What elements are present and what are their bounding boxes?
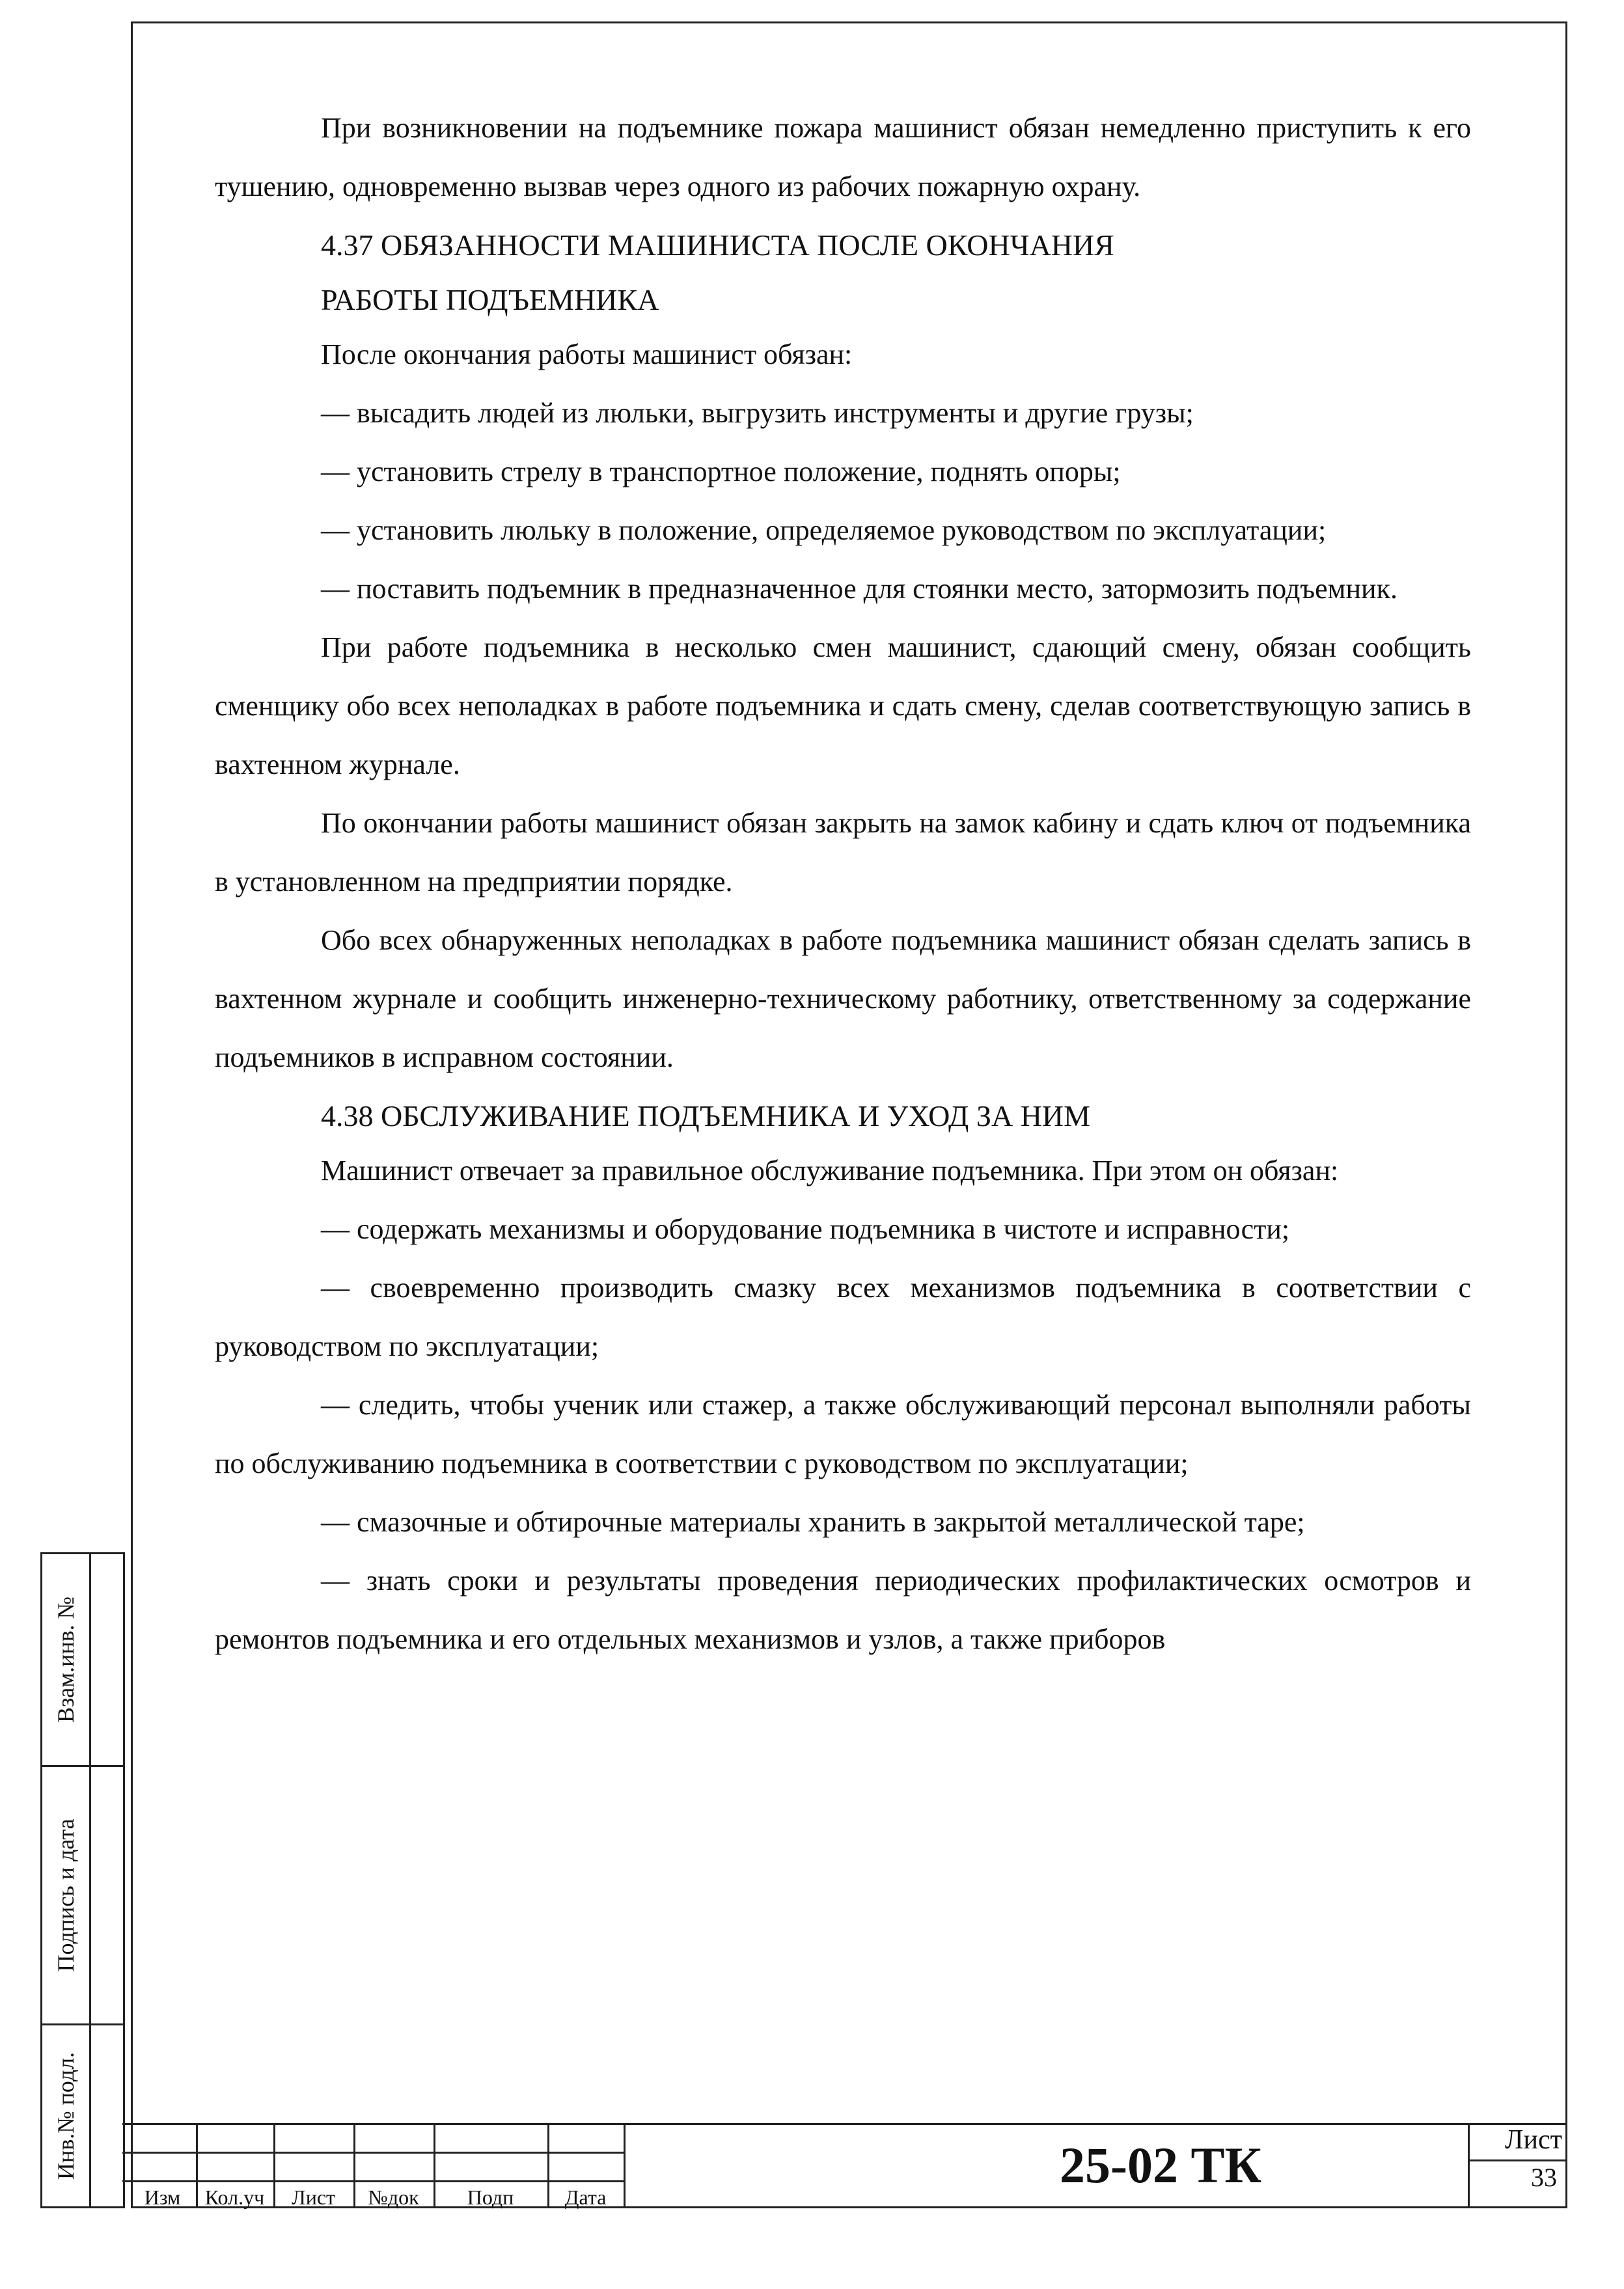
- body-paragraph: — знать сроки и результаты проведения периодических профилактических осмотров и ремонтов подъемника и его отдельных механизмов и узлов, а также приборов: [215, 1565, 1471, 1655]
- body-paragraph: — установить стрелу в транспортное положение, поднять опоры;: [321, 456, 1121, 487]
- section-heading: 4.37 ОБЯЗАННОСТИ МАШИНИСТА ПОСЛЕ ОКОНЧАНИЯ: [321, 228, 1114, 262]
- stamp-col-izm: Изм: [144, 2186, 181, 2209]
- body-paragraph: — высадить людей из люльки, выгрузить инструменты и другие грузы;: [321, 397, 1194, 429]
- sheet-label: Лист: [1505, 2125, 1562, 2155]
- side-field-inv-podl: [40, 2023, 125, 2208]
- side-field-vzam-inv: [40, 1552, 125, 1767]
- body-paragraph: — поставить подъемник в предназначенное для стоянки место, затормозить подъемник.: [321, 573, 1397, 605]
- side-label-podpis-data-text: Подпись и дата: [53, 1818, 79, 1972]
- body-paragraph: — следить, чтобы ученик или стажер, а также обслуживающий персонал выполняли работы по обслуживанию подъемника в соответствии с руководством по эксплуатации;: [215, 1389, 1471, 1479]
- body-paragraph: Обо всех обнаруженных неполадках в работе подъемника машинист обязан сделать запись в вахтенном журнале и сообщить инженерно-техническому работнику, ответственному за содержание подъемников в исправном состоянии.: [215, 924, 1471, 1073]
- stamp-col-line: [624, 2123, 626, 2208]
- side-field-podpis-data: [40, 1765, 125, 2025]
- stamp-sheet-line: [1468, 2159, 1567, 2161]
- side-label-vzam-inv: [42, 1554, 91, 1765]
- body-paragraph: — своевременно производить смазку всех механизмов подъемника в соответствии с руководством по эксплуатации;: [215, 1272, 1471, 1362]
- side-label-vzam-inv-text: Взам.инв. №: [53, 1597, 79, 1723]
- body-paragraph: При возникновении на подъемнике пожара машинист обязан немедленно приступить к его тушению, одновременно вызвав через одного из рабочих пожарную охрану.: [215, 112, 1471, 202]
- stamp-col-podp: Подп: [467, 2186, 514, 2209]
- stamp-top-line: [122, 2123, 1567, 2125]
- side-label-podpis-data: [42, 1767, 91, 2023]
- stamp-col-line: [1468, 2123, 1470, 2208]
- body-paragraph: — смазочные и обтирочные материалы хранить в закрытой металлической таре;: [321, 1506, 1305, 1538]
- side-label-inv-podl: [42, 2025, 91, 2206]
- side-label-inv-podl-text: Инв.№ подл.: [53, 2051, 79, 2180]
- stamp-col-kol-uch: Кол.уч: [204, 2186, 265, 2209]
- body-paragraph: — содержать механизмы и оборудование подъемника в чистоте и исправности;: [321, 1213, 1290, 1245]
- stamp-col-n-dok: №док: [368, 2186, 419, 2209]
- section-heading: 4.38 ОБСЛУЖИВАНИЕ ПОДЪЕМНИКА И УХОД ЗА НИМ: [321, 1099, 1091, 1132]
- body-paragraph: По окончании работы машинист обязан закрыть на замок кабину и сдать ключ от подъемника в установленном на предприятии порядке.: [215, 807, 1471, 898]
- stamp-col-list: Лист: [291, 2186, 335, 2209]
- document-body: [215, 99, 1471, 1669]
- document-code: 25-02 ТК: [1060, 2137, 1262, 2193]
- body-paragraph: Машинист отвечает за правильное обслуживание подъемника. При этом он обязан:: [321, 1155, 1339, 1186]
- body-paragraph: После окончания работы машинист обязан:: [321, 338, 853, 370]
- title-block: [122, 2123, 1567, 2208]
- body-paragraph: — установить люльку в положение, определяемое руководством по эксплуатации;: [321, 514, 1327, 546]
- body-paragraph: При работе подъемника в несколько смен машинист, сдающий смену, обязан сообщить сменщику обо всех неполадках в работе подъемника и сдать смену, сделав соответствующую запись в вахтенном журнале.: [215, 631, 1471, 780]
- section-heading: РАБОТЫ ПОДЪЕМНИКА: [321, 283, 659, 316]
- sheet-number: 33: [1531, 2163, 1557, 2192]
- stamp-col-data: Дата: [564, 2186, 607, 2209]
